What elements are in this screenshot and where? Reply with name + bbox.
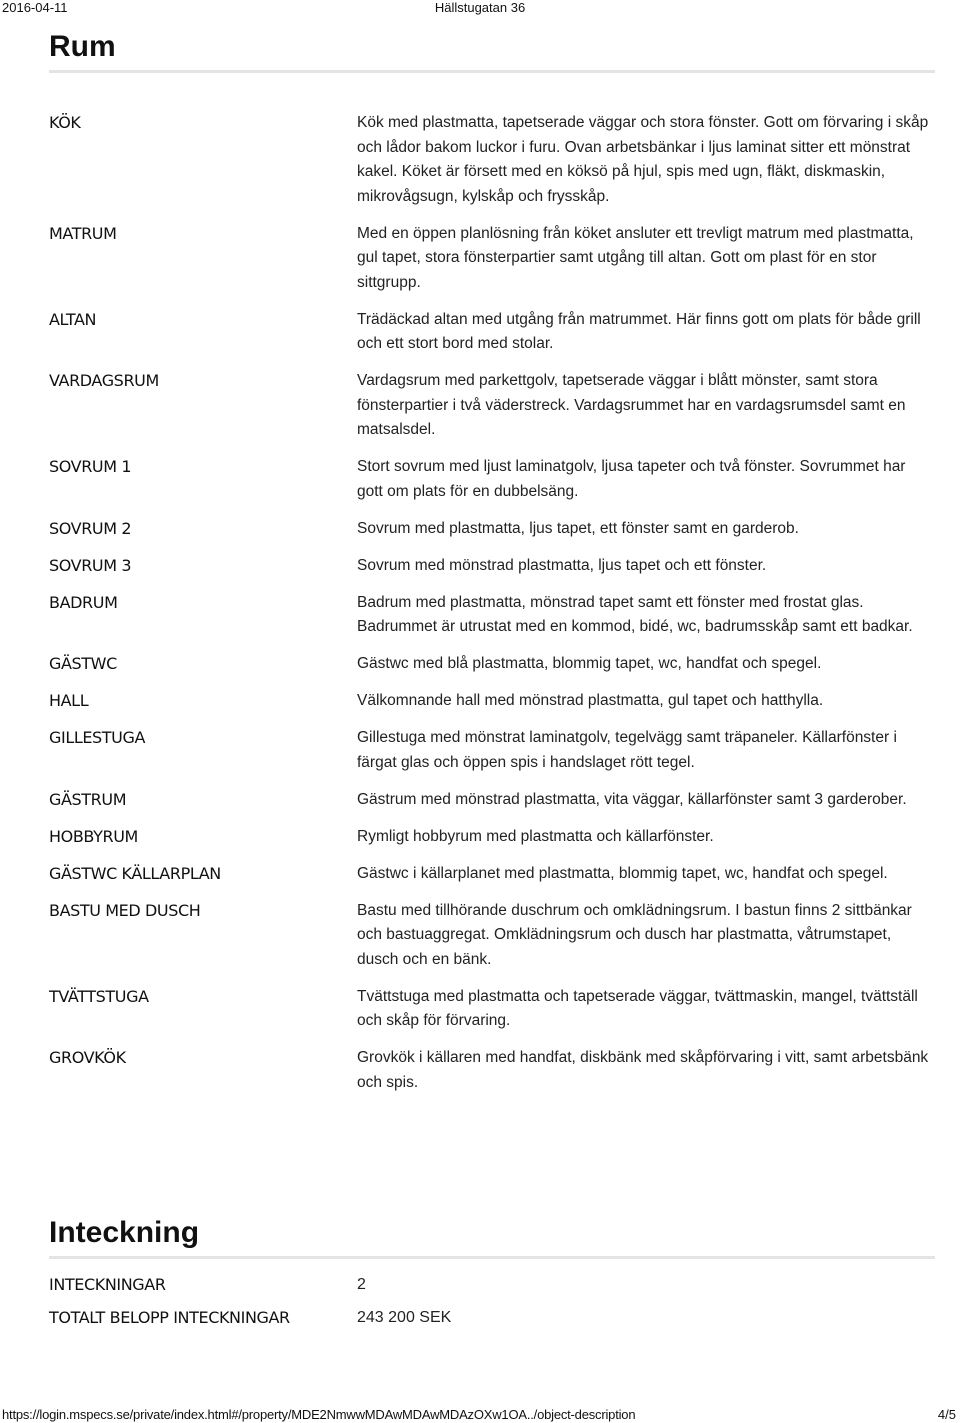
rum-row	[49, 308, 935, 357]
rum-row-text: Rymligt hobbyrum med plastmatta och källarfönster.	[357, 827, 714, 845]
rum-row-label: BASTU MED DUSCH	[49, 900, 201, 920]
rum-row-label: MATRUM	[49, 223, 117, 243]
inteckning-row-label: INTECKNINGAR	[49, 1275, 166, 1294]
page-number: 4/5	[937, 1407, 956, 1422]
inteckning-row-label: TOTALT BELOPP INTECKNINGAR	[49, 1307, 290, 1327]
rum-row-label: BADRUM	[49, 592, 118, 612]
rum-row-label: TVÄTTSTUGA	[49, 986, 149, 1006]
rum-row	[49, 517, 935, 542]
rum-row	[49, 689, 935, 714]
rum-row-text: Kök med plastmatta, tapetserade väggar och stora fönster. Gott om förvaring i skåp och lådor bakom luckor i furu. Ovan arbetsbänkar i ljus laminat sitter ett mönstrat kakel. Köket är försett med en köksö på hjul, spis med ugn, fläkt, diskmaskin, mikrovågsugn, kylskåp och frysskåp.	[357, 114, 929, 205]
rum-row-label: SOVRUM 3	[49, 555, 132, 575]
rum-row	[49, 726, 935, 775]
rum-row-text: Gillestuga med mönstrat laminatgolv, tegelvägg samt träpaneler. Källarfönster i färgat glas och öppen spis i handslaget rött tegel.	[357, 729, 897, 771]
inteckning-row	[49, 1304, 935, 1332]
rum-row-text: Sovrum med plastmatta, ljus tapet, ett fönster samt en garderob.	[357, 519, 799, 537]
rum-row	[49, 788, 935, 813]
rum-row-label: GÄSTWC KÄLLARPLAN	[49, 863, 221, 883]
rum-row-text: Sovrum med mönstrad plastmatta, ljus tapet och ett fönster.	[357, 556, 767, 574]
print-url: https://login.mspecs.se/private/index.html#/property/MDE2NmwwMDAwMDAwMDAzOXw1OA../object-description	[2, 1407, 636, 1422]
rum-row	[49, 652, 935, 677]
inteckning-row	[49, 1271, 935, 1299]
rum-row-text: Vardagsrum med parkettgolv, tapetserade väggar i blått mönster, samt stora fönsterpartier i två väderstreck. Vardagsrummet har en vardagsrumsdel samt en matsalsdel.	[357, 372, 906, 438]
rum-row	[49, 825, 935, 850]
rum-row-label: KÖK	[49, 113, 81, 132]
mortgage-list	[49, 1271, 935, 1336]
rum-row-text: Välkomnande hall med mönstrad plastmatta, gul tapet och hatthylla.	[357, 692, 824, 709]
rum-row	[49, 591, 935, 640]
rum-row-text: Med en öppen planlösning från köket ansluter ett trevligt matrum med plastmatta, gul tapet, stora fönsterpartier samt utgång till altan. Gott om plast för en stor sittgrupp.	[357, 224, 914, 291]
rum-row-label: HOBBYRUM	[49, 826, 138, 846]
rum-row-label: GROVKÖK	[49, 1048, 126, 1067]
rum-row	[49, 554, 935, 579]
rum-row-label: GÄSTRUM	[49, 789, 127, 809]
rum-row-label: GILLESTUGA	[49, 728, 146, 747]
section-title-rum: Rum	[49, 30, 116, 63]
rum-row-text: Gästwc i källarplanet med plastmatta, blommig tapet, wc, handfat och spegel.	[357, 864, 888, 882]
rum-row-text: Gästwc med blå plastmatta, blommig tapet, wc, handfat och spegel.	[357, 655, 822, 672]
rum-row	[49, 1046, 935, 1095]
room-list	[49, 111, 935, 1108]
rum-row-text: Bastu med tillhörande duschrum och omklädningsrum. I bastun finns 2 sittbänkar och bastuaggregat. Omklädningsrum och dusch har plastmatta, våtrumstapet, dusch och en bänk.	[357, 901, 912, 968]
print-document-title: Hällstugatan 36	[434, 0, 526, 15]
print-date: 2016-04-11	[2, 0, 68, 15]
rum-row-label: VARDAGSRUM	[49, 371, 159, 390]
section-title-inteckning: Inteckning	[49, 1216, 200, 1249]
rum-row-label: GÄSTWC	[49, 654, 117, 673]
rum-row-text: Tvättstuga med plastmatta och tapetserade väggar, tvättmaskin, mangel, tvättställ och skåp för förvaring.	[357, 987, 918, 1029]
inteckning-row-text: 2	[357, 1276, 366, 1293]
rum-row	[49, 111, 935, 209]
rum-row-text: Gästrum med mönstrad plastmatta, vita väggar, källarfönster samt 3 garderober.	[357, 790, 907, 808]
rum-row-text: Trädäckad altan med utgång från matrummet. Här finns gott om plats för både grill och ett stort bord med stolar.	[357, 310, 921, 352]
inteckning-row-text: 243 200 SEK	[357, 1308, 452, 1326]
rum-row	[49, 862, 935, 887]
rum-row-label: ALTAN	[49, 309, 97, 329]
rum-row	[49, 222, 935, 296]
rum-row-label: HALL	[49, 691, 89, 710]
rum-row-text: Grovkök i källaren med handfat, diskbänk med skåpförvaring i vitt, samt arbetsbänk och spis.	[357, 1049, 929, 1091]
rum-row	[49, 369, 935, 443]
rum-row	[49, 899, 935, 973]
section-divider-rum	[49, 70, 935, 73]
section-divider-inteckning	[49, 1256, 935, 1259]
print-header	[0, 0, 960, 14]
rum-row-text: Stort sovrum med ljust laminatgolv, ljusa tapeter och två fönster. Sovrummet har gott om plats för en dubbelsäng.	[357, 458, 906, 500]
rum-row-label: SOVRUM 2	[49, 518, 132, 538]
rum-row	[49, 455, 935, 504]
rum-row-label: SOVRUM 1	[49, 457, 132, 476]
rum-row	[49, 985, 935, 1034]
rum-row-text: Badrum med plastmatta, mönstrad tapet samt ett fönster med frostat glas. Badrummet är utrustat med en kommod, bidé, wc, badrumsskåp samt ett badkar.	[357, 593, 913, 635]
